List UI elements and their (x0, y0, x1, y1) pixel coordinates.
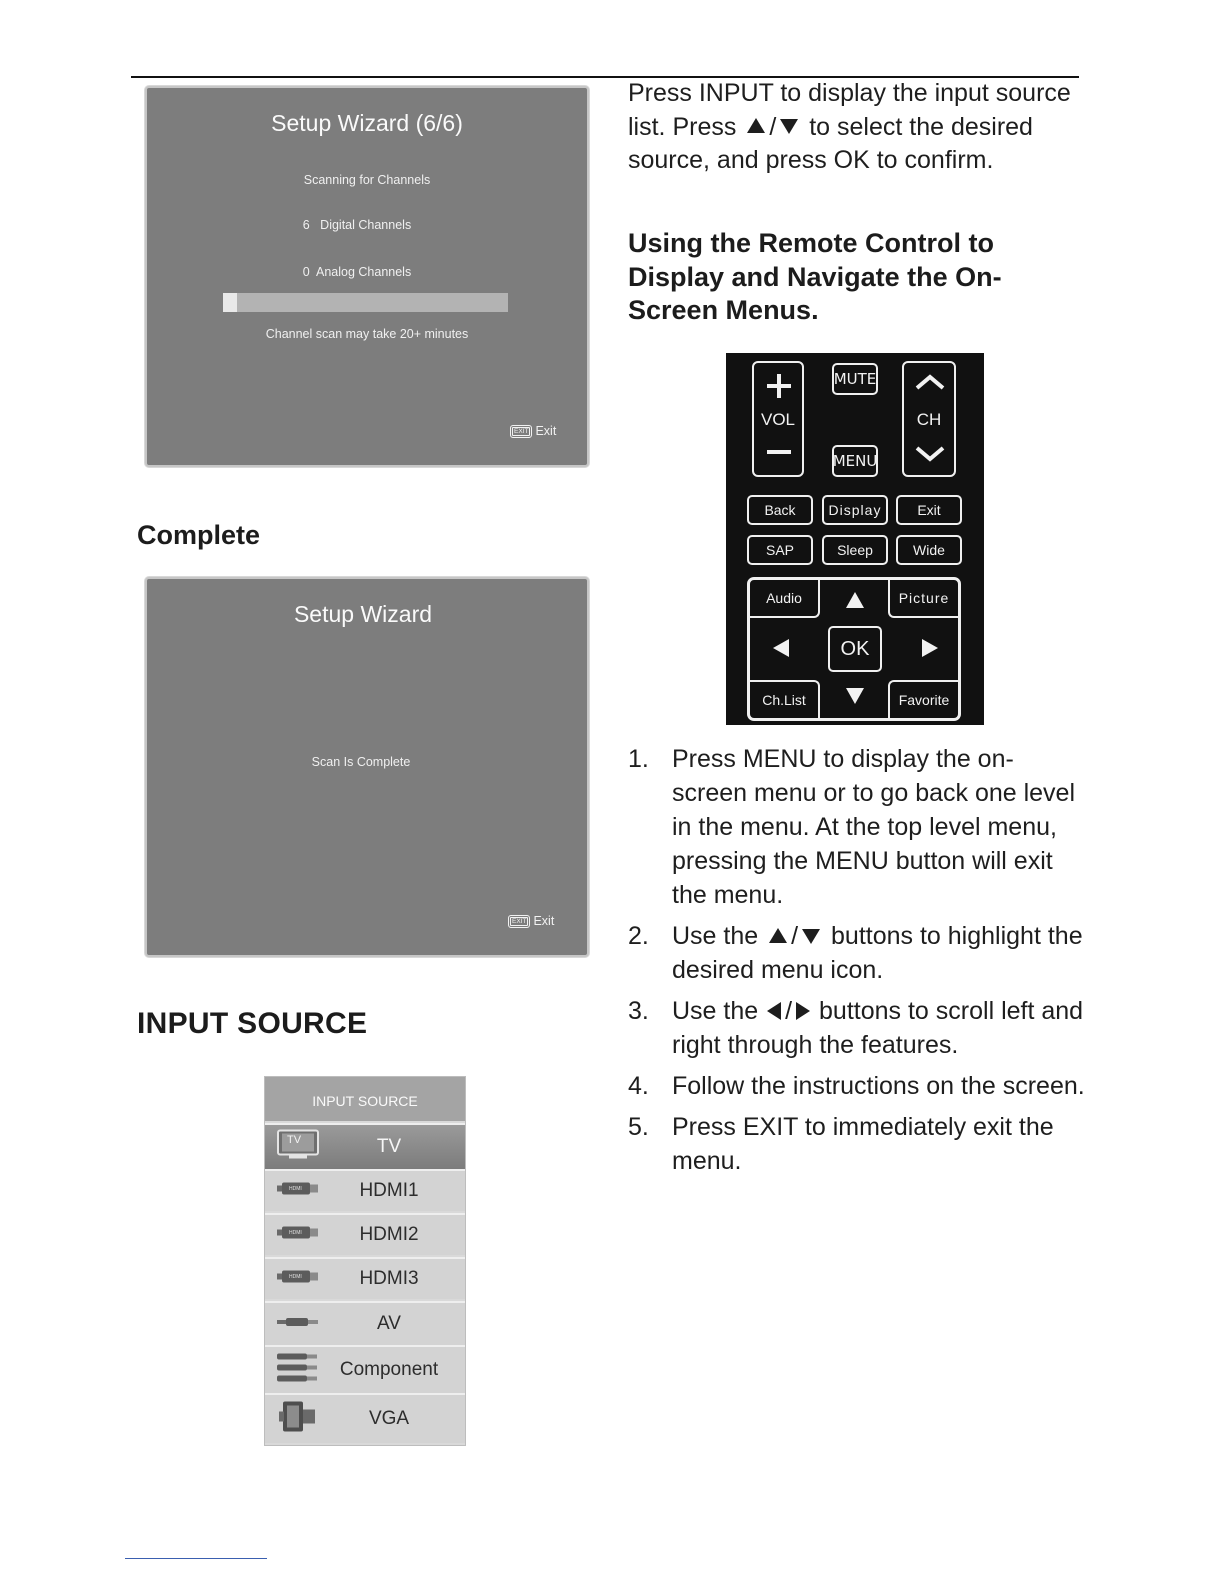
scan-complete-message: Scan Is Complete (311, 755, 411, 769)
analog-channels-row (137, 265, 577, 279)
step-item (628, 994, 1088, 1062)
chevron-down-icon (914, 445, 946, 463)
analog-label: Analog Channels (316, 265, 412, 279)
step-text: Press EXIT to immediately exit the menu. (672, 1113, 1054, 1175)
nav-right-arrow-icon[interactable] (922, 639, 938, 657)
channel-rocker[interactable] (902, 361, 956, 477)
setup-wizard-scan-screen (145, 86, 589, 467)
input-item-label: HDMI3 (359, 1268, 419, 1289)
step-item (628, 1110, 1088, 1178)
right-arrow-icon (796, 1002, 810, 1020)
digital-channels-row (137, 218, 577, 232)
input-source-menu (264, 1076, 466, 1446)
plus-icon (766, 373, 792, 399)
step-number: 3. (628, 997, 649, 1025)
exit-label: Exit (535, 424, 557, 438)
step-number: 4. (628, 1072, 649, 1100)
picture-button[interactable]: Picture (888, 580, 958, 618)
complete-heading: Complete (137, 520, 261, 550)
intro-text-part2: to select the desired source, and press OK to confirm. (628, 112, 1033, 174)
hdmi-icon-text: HDMI (289, 1230, 302, 1236)
nav-up-arrow-icon[interactable] (846, 592, 864, 608)
mute-button[interactable]: MUTE (832, 363, 878, 395)
input-item-hdmi3[interactable] (265, 1257, 465, 1299)
nav-left-arrow-icon[interactable] (773, 639, 789, 657)
up-arrow-icon (769, 928, 787, 943)
left-arrow-icon (767, 1002, 781, 1020)
step-text: Press MENU to display the on-screen menu or to go back one level in the menu. At the top level menu, pressing the MENU button will exit the menu. (672, 745, 1076, 909)
step-text-post: buttons to scroll left and right through the features. (672, 997, 1084, 1059)
minus-icon (766, 449, 792, 455)
chevron-up-icon (914, 373, 946, 391)
input-item-hdmi1[interactable] (265, 1169, 465, 1211)
down-arrow-icon (802, 929, 820, 944)
menu-header: INPUT SOURCE (265, 1077, 465, 1121)
input-item-label: AV (377, 1313, 401, 1334)
sleep-button[interactable]: Sleep (822, 535, 888, 565)
input-item-label: VGA (368, 1408, 410, 1429)
display-button[interactable]: Display (822, 495, 888, 525)
volume-rocker[interactable] (752, 361, 804, 477)
exit-key-icon: EXIT (508, 915, 530, 928)
intro-paragraph (628, 77, 1078, 178)
input-item-vga[interactable] (265, 1393, 465, 1443)
down-arrow-icon (780, 119, 798, 134)
digital-count: 6 (302, 218, 310, 232)
exit-button[interactable]: Exit (896, 495, 962, 525)
exit-key-icon: EXIT (510, 425, 532, 438)
favorite-button[interactable]: Favorite (888, 680, 958, 718)
scan-progress-bar (223, 293, 508, 312)
slash-separator: / (785, 997, 793, 1025)
sap-button[interactable]: SAP (747, 535, 813, 565)
step-item (628, 1069, 1088, 1103)
scan-note: Channel scan may take 20+ minutes (265, 327, 469, 341)
intro-text-part1: Press INPUT to display the input source list. Press (628, 79, 1071, 141)
step-number: 1. (628, 745, 649, 773)
input-item-label: TV (376, 1136, 402, 1157)
setup-wizard-complete-screen (145, 577, 589, 957)
up-arrow-icon (747, 118, 765, 133)
hdmi-icon-text: HDMI (289, 1274, 302, 1280)
wide-button[interactable]: Wide (896, 535, 962, 565)
menu-button[interactable]: MENU (832, 445, 878, 477)
input-item-tv[interactable] (265, 1123, 465, 1169)
input-source-heading: INPUT SOURCE (137, 1007, 368, 1040)
back-button[interactable]: Back (747, 495, 813, 525)
step-item (628, 742, 1088, 912)
ok-button[interactable]: OK (828, 626, 882, 672)
instruction-steps (628, 742, 1088, 1185)
audio-button[interactable]: Audio (750, 580, 820, 618)
step-number: 5. (628, 1113, 649, 1141)
hdmi-icon-text: HDMI (289, 1186, 302, 1192)
step-number: 2. (628, 922, 649, 950)
scan-progress-fill (223, 293, 237, 312)
input-item-label: HDMI1 (359, 1180, 419, 1201)
input-item-av[interactable] (265, 1301, 465, 1345)
remote-section-heading: Using the Remote Control to Display and Navigate the On-Screen Menus. (628, 228, 1002, 325)
step-text-pre: Use the (672, 922, 759, 950)
input-item-component[interactable] (265, 1345, 465, 1393)
step-text: Follow the instructions on the screen. (672, 1072, 1085, 1100)
channel-list-button[interactable]: Ch.List (750, 680, 820, 718)
exit-label: Exit (533, 914, 555, 928)
digital-label: Digital Channels (320, 218, 412, 232)
ch-label: CH (916, 410, 942, 429)
scan-status: Scanning for Channels (303, 173, 431, 187)
slash-separator: / (791, 922, 799, 950)
vol-label: VOL (760, 410, 796, 429)
nav-down-arrow-icon[interactable] (846, 688, 864, 704)
step-text-post: buttons to highlight the desired menu icon. (672, 922, 1083, 984)
input-item-label: HDMI2 (359, 1224, 419, 1245)
tv-icon-text: TV (287, 1134, 302, 1146)
slash-separator: / (769, 112, 777, 141)
step-item (628, 919, 1088, 987)
analog-count: 0 (302, 265, 310, 279)
remote-control (726, 353, 984, 725)
complete-title: Setup Wizard (293, 601, 433, 627)
input-item-hdmi2[interactable] (265, 1213, 465, 1255)
complete-exit-hint (508, 914, 554, 928)
step-text-pre: Use the (672, 997, 759, 1025)
input-item-label: Component (339, 1359, 439, 1380)
footer-link-rule (125, 1558, 267, 1559)
wizard-title: Setup Wizard (6/6) (271, 110, 463, 136)
exit-hint (510, 424, 556, 438)
